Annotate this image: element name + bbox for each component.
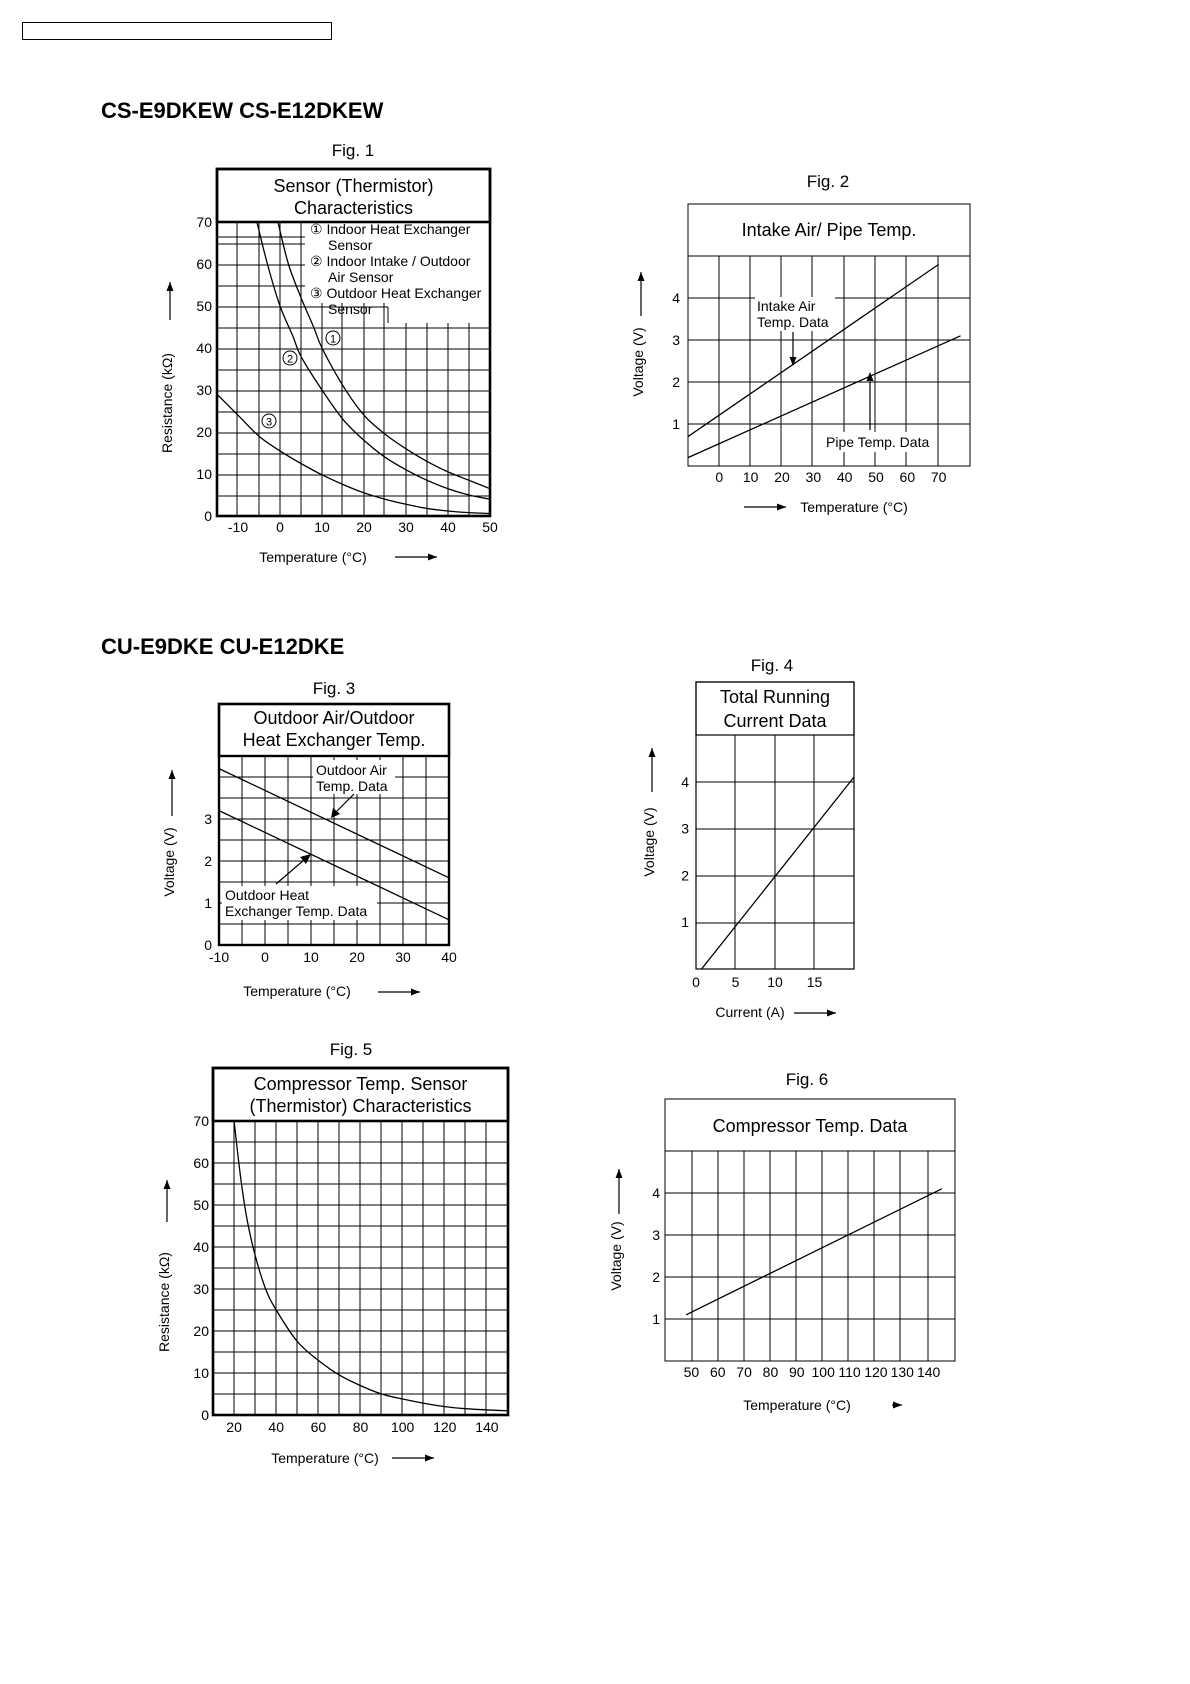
fig6-xtick-label: 90 (789, 1364, 805, 1380)
fig3-annotation-pointer (276, 860, 304, 884)
fig3-fig-label: Fig. 3 (312, 679, 356, 698)
fig3-annotation: Exchanger Temp. Data (225, 903, 368, 919)
fig1-ytick-label: 10 (196, 466, 212, 482)
fig1-y-axis-arrowhead (167, 282, 174, 291)
fig2-x-axis-arrowhead (777, 504, 786, 511)
fig1-ytick-label: 40 (196, 340, 212, 356)
fig6-xtick-label: 70 (736, 1364, 752, 1380)
fig1-x-axis-label: Temperature (°C) (259, 549, 367, 565)
fig4-grid (696, 735, 854, 969)
fig2-ytick-label: 2 (672, 374, 680, 390)
fig6-xtick-label: 120 (864, 1364, 888, 1380)
fig2-xtick-label: 50 (868, 469, 884, 485)
fig1-xtick-label: -10 (227, 519, 249, 535)
fig6-ytick-label: 4 (652, 1185, 660, 1201)
fig3-xtick-label: 40 (441, 949, 457, 965)
fig1-xtick-label: 0 (276, 519, 284, 535)
fig2-y-axis-arrowhead (638, 272, 645, 281)
fig1-y-axis-label: Resistance (kΩ) (159, 353, 175, 453)
fig5-y-axis-arrowhead (164, 1180, 171, 1189)
fig5-title: (Thermistor) Characteristics (249, 1096, 472, 1116)
fig5-ytick-label: 0 (201, 1407, 209, 1423)
fig4-series-line-1 (702, 777, 854, 969)
fig1-curve-marker-label: 2 (286, 353, 294, 366)
fig1-ytick-label: 30 (196, 382, 212, 398)
fig3-ytick-label: 1 (204, 895, 212, 911)
fig5-series (234, 1121, 508, 1411)
fig5-xtick-label: 60 (310, 1419, 327, 1435)
fig2-title: Intake Air/ Pipe Temp. (741, 220, 917, 240)
fig2-xtick-label: 30 (805, 469, 822, 485)
fig1-curve-marker-label: 1 (329, 333, 337, 346)
fig2-series (688, 264, 961, 457)
fig4-x-axis-label: Current (A) (715, 1004, 785, 1020)
fig3-ytick-label: 2 (204, 853, 212, 869)
fig5-x-axis-label: Temperature (°C) (271, 1450, 379, 1466)
fig1-chart (159, 141, 498, 565)
fig4-ytick-label: 2 (681, 867, 689, 884)
fig1-ytick-label: 0 (204, 508, 212, 524)
fig6-xtick-label: 140 (916, 1364, 941, 1380)
fig4-y-axis-label: Voltage (V) (641, 807, 657, 877)
fig6-y-axis-label: Voltage (V) (608, 1221, 624, 1291)
fig1-xtick-label: 40 (440, 519, 456, 535)
fig2-annotation: Intake Air (757, 298, 816, 314)
fig1-title: Characteristics (293, 198, 414, 218)
fig5-ytick-label: 50 (193, 1197, 209, 1213)
fig6-x-axis-label: Temperature (°C) (743, 1397, 851, 1413)
fig2-xtick-label: 20 (774, 469, 790, 485)
fig6-y-axis-arrowhead (616, 1169, 623, 1178)
fig6-ytick-label: 2 (652, 1269, 660, 1285)
fig6-ytick-label: 3 (652, 1227, 660, 1243)
fig5-ytick-label: 40 (193, 1239, 209, 1255)
fig5-fig-label: Fig. 5 (329, 1040, 373, 1059)
fig2-x-axis-label: Temperature (°C) (800, 499, 908, 515)
fig3-annotation: Outdoor Air (316, 762, 387, 778)
fig5-ytick-label: 20 (193, 1323, 209, 1339)
fig3-x-axis-arrowhead (411, 989, 420, 996)
fig3-xtick-label: 0 (261, 949, 269, 965)
fig6-xtick-label: 130 (890, 1364, 914, 1380)
fig3-annotation-pointer (336, 794, 354, 812)
fig2-ytick-label: 4 (672, 290, 680, 306)
fig4-y-axis-arrowhead (649, 748, 656, 757)
fig3-title: Outdoor Air/Outdoor (253, 708, 415, 728)
fig5-xtick-label: 20 (226, 1419, 242, 1435)
fig5-grid (213, 1121, 508, 1415)
fig2-y-axis-label: Voltage (V) (630, 327, 646, 397)
fig2-series-line-1 (688, 264, 939, 436)
fig1-legend-entry: Sensor (328, 301, 373, 317)
fig6-series-line-1 (686, 1189, 942, 1315)
fig3-xtick-label: 20 (349, 949, 365, 965)
fig1-legend-entry: ① Indoor Heat Exchanger (310, 221, 471, 237)
fig1-fig-label: Fig. 1 (331, 141, 375, 160)
fig5-x-axis-arrowhead (425, 1455, 434, 1462)
fig3-annotation: Temp. Data (316, 778, 388, 794)
fig6-x-axis-arrowhead (893, 1402, 902, 1409)
fig5-series-line-1 (234, 1121, 508, 1411)
fig6-xtick-label: 110 (838, 1364, 861, 1380)
fig6-xtick-label: 100 (811, 1364, 835, 1380)
fig5-title: Compressor Temp. Sensor (253, 1074, 468, 1094)
fig1-title: Sensor (Thermistor) (273, 176, 434, 196)
fig4-ytick-label: 1 (681, 914, 689, 931)
fig5-chart (156, 1040, 508, 1466)
fig1-x-axis-arrowhead (428, 554, 437, 561)
fig1-xtick-label: 10 (314, 519, 330, 535)
fig1-xtick-label: 20 (356, 519, 372, 535)
fig2-annotation-arrowhead (790, 357, 797, 366)
fig1-legend-entry: ③ Outdoor Heat Exchanger (310, 285, 482, 301)
fig2-xtick-label: 60 (899, 469, 916, 485)
fig2-annotation: Pipe Temp. Data (826, 434, 930, 450)
fig5-xtick-label: 100 (390, 1419, 415, 1435)
fig5-xtick-label: 140 (475, 1419, 499, 1435)
fig2-annotation: Temp. Data (757, 314, 829, 330)
fig5-ytick-label: 30 (193, 1281, 209, 1297)
fig3-y-axis-arrowhead (169, 770, 176, 779)
fig1-legend-entry: Air Sensor (328, 269, 394, 285)
fig1-ytick-label: 20 (196, 424, 212, 440)
fig2-xtick-label: 40 (836, 469, 853, 485)
fig6-ytick-label: 1 (652, 1311, 660, 1327)
fig6-fig-label: Fig. 6 (785, 1070, 829, 1089)
fig4-xtick-label: 0 (692, 974, 700, 990)
fig6-chart (608, 1070, 955, 1413)
fig2-annotation-arrowhead (867, 372, 874, 381)
fig1-ytick-label: 70 (196, 214, 212, 230)
fig2-chart (630, 172, 970, 515)
fig5-xtick-label: 40 (268, 1419, 285, 1435)
fig2-fig-label: Fig. 2 (806, 172, 850, 191)
fig6-xtick-label: 60 (709, 1364, 726, 1380)
fig4-xtick-label: 15 (806, 974, 823, 990)
fig3-ytick-label: 0 (204, 937, 212, 953)
fig2-xtick-label: 10 (742, 469, 759, 485)
fig3-ytick-label: 3 (204, 811, 212, 827)
fig2-xtick-label: 0 (715, 469, 724, 485)
fig6-xtick-label: 50 (683, 1364, 700, 1380)
fig3-xtick-label: 10 (303, 949, 319, 965)
model-heading-indoor: CS-E9DKEW CS-E12DKEW (101, 98, 384, 123)
fig1-xtick-label: 50 (482, 519, 498, 535)
fig6-grid (665, 1151, 955, 1361)
fig4-chart (641, 656, 854, 1020)
fig1-legend-bg (388, 303, 489, 323)
fig4-fig-label: Fig. 4 (750, 656, 794, 675)
fig1-curve-marker-label: 3 (265, 416, 273, 429)
fig5-y-axis-label: Resistance (kΩ) (156, 1252, 172, 1352)
fig2-ytick-label: 3 (672, 332, 680, 348)
fig2-xtick-label: 70 (930, 469, 947, 485)
fig4-xtick-label: 5 (731, 974, 740, 990)
model-heading-outdoor: CU-E9DKE CU-E12DKE (101, 634, 345, 659)
fig6-title: Compressor Temp. Data (712, 1116, 908, 1136)
fig4-ytick-label: 3 (681, 820, 689, 837)
fig5-ytick-label: 60 (193, 1155, 209, 1171)
fig3-x-axis-label: Temperature (°C) (243, 983, 351, 999)
fig4-x-axis-arrowhead (827, 1010, 836, 1017)
fig4-ytick-label: 4 (681, 773, 689, 790)
fig4-title: Total Running (719, 687, 831, 707)
fig5-xtick-label: 120 (433, 1419, 457, 1435)
fig6-series (686, 1189, 942, 1315)
fig1-ytick-label: 50 (196, 298, 212, 314)
fig1-ytick-label: 60 (196, 256, 212, 272)
fig4-series (702, 777, 854, 969)
fig1-legend-entry: ② Indoor Intake / Outdoor (310, 253, 471, 269)
fig3-xtick-label: 30 (395, 949, 411, 965)
fig4-title: Current Data (723, 711, 827, 731)
fig3-xtick-label: -10 (208, 949, 230, 965)
fig3-y-axis-label: Voltage (V) (161, 827, 177, 897)
fig3-title: Heat Exchanger Temp. (242, 730, 426, 750)
fig3-annotation: Outdoor Heat (225, 887, 310, 903)
fig2-ytick-label: 1 (672, 416, 680, 432)
fig5-ytick-label: 70 (193, 1113, 209, 1129)
fig4-xtick-label: 10 (767, 974, 783, 990)
fig1-xtick-label: 30 (398, 519, 414, 535)
fig3-chart (161, 679, 457, 999)
fig1-legend-entry: Sensor (328, 237, 373, 253)
fig5-xtick-label: 80 (352, 1419, 369, 1435)
fig6-xtick-label: 80 (762, 1364, 779, 1380)
fig5-ytick-label: 10 (193, 1365, 209, 1381)
